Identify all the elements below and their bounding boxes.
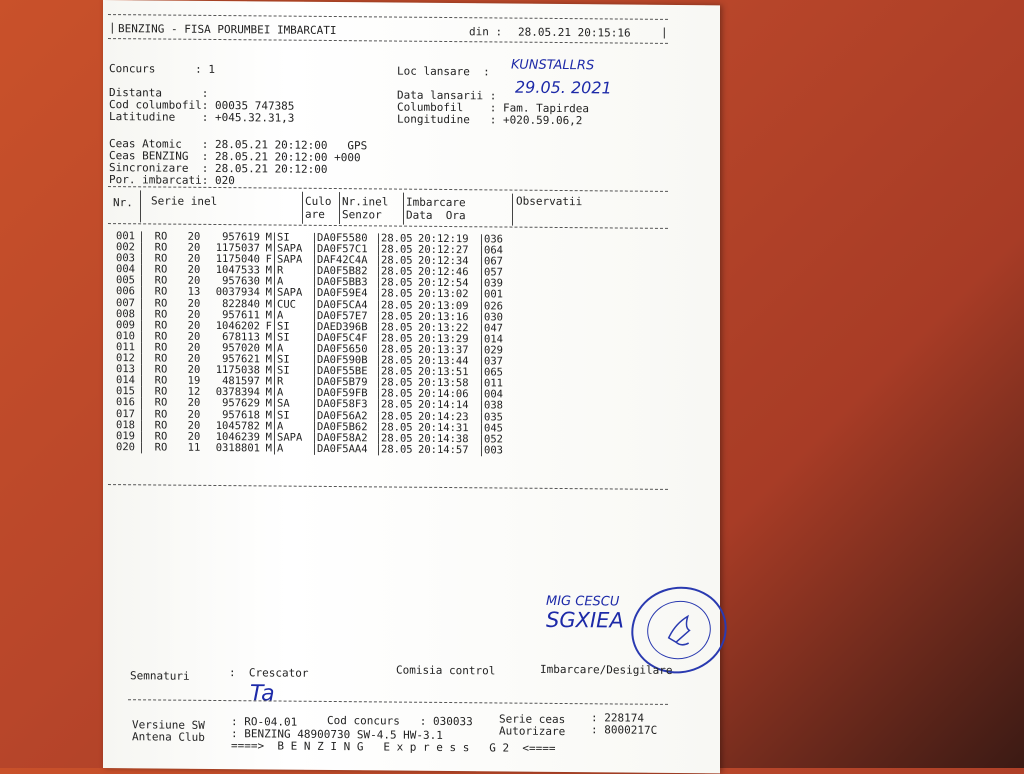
row-number: 008	[116, 307, 135, 320]
row-sex: F	[265, 253, 272, 266]
row-year: 20	[187, 275, 201, 288]
row-country: RO	[142, 287, 181, 298]
row-year: 20	[187, 430, 201, 443]
row-country: RO	[142, 320, 181, 331]
row-ring-number: 822840	[222, 297, 260, 310]
row-color: A	[275, 421, 315, 432]
row-sex: M	[265, 431, 272, 444]
row-date: 28.05	[379, 433, 419, 444]
row-observation: 065	[482, 367, 525, 378]
row-date: 28.05	[379, 322, 419, 333]
row-time: 20:12:46	[418, 266, 469, 279]
row-number: 004	[116, 263, 135, 276]
row-date: 28.05	[379, 333, 419, 344]
row-observation: 045	[482, 423, 525, 434]
row-country: RO	[142, 331, 181, 342]
row-number: 017	[116, 407, 135, 420]
column-header-culo: Culo	[305, 194, 332, 208]
row-country: RO	[142, 353, 181, 364]
row-sensor: DA0F58F3	[315, 399, 379, 411]
row-color: A	[275, 343, 315, 354]
row-date: 28.05	[379, 289, 419, 300]
column-separator	[403, 193, 404, 225]
row-ring-number: 678113	[222, 330, 260, 344]
row-country: RO	[142, 298, 181, 309]
ceas-atomic-field: Ceas Atomic : 28.05.21 20:12:00 GPS	[109, 137, 368, 153]
row-sex: F	[265, 320, 272, 333]
divider	[128, 699, 668, 705]
row-country: RO	[142, 431, 181, 442]
row-ring-number: 957611	[222, 308, 260, 322]
row-year: 13	[187, 286, 201, 299]
row-country: RO	[142, 442, 181, 453]
row-year: 20	[187, 330, 201, 343]
handwritten-name: MIG CESCU	[546, 593, 620, 610]
loc-lansare-handwritten: KUNSTALLRS	[511, 57, 595, 74]
row-time: 20:13:44	[418, 354, 469, 368]
divider	[108, 223, 668, 229]
concurs-field: Concurs : 1	[109, 62, 215, 76]
row-country: RO	[142, 276, 181, 287]
row-ring-number: 1175040	[215, 253, 260, 266]
row-time: 20:13:16	[418, 310, 469, 323]
row-sensor: DA0F57E7	[315, 311, 379, 323]
row-date: 28.05	[379, 256, 419, 267]
row-year: 20	[187, 241, 201, 254]
row-ring-number: 0318801	[215, 441, 260, 455]
row-year: 19	[187, 374, 201, 388]
row-sensor: DA0F59FB	[315, 388, 379, 400]
row-number: 020	[116, 440, 135, 454]
row-year: 20	[187, 397, 201, 410]
column-header-senzor: Senzor	[342, 208, 382, 222]
row-ring-number: 957629	[222, 397, 260, 410]
row-observation: 047	[482, 323, 525, 334]
versiune-sw-label: Versiune SW	[132, 718, 205, 732]
row-color: SAPA	[275, 244, 315, 255]
row-sensor: DA0F59E4	[315, 288, 379, 300]
row-color: R	[275, 266, 315, 277]
row-ring-number: 957630	[222, 275, 260, 288]
versiune-sw-value: : RO-04.01	[231, 715, 298, 729]
row-color: SAPA	[275, 288, 315, 299]
row-time: 20:13:29	[418, 332, 469, 346]
semnaturi-label: Semnaturi	[130, 669, 190, 683]
row-ring-number: 957618	[222, 408, 260, 421]
header-date-label: din :	[469, 25, 503, 39]
row-year: 20	[187, 319, 201, 332]
row-color: SI	[275, 321, 315, 332]
row-ring-number: 1175038	[215, 364, 260, 377]
header-border-right: |	[661, 25, 668, 39]
column-separator	[512, 194, 513, 226]
antena-club-value: : BENZING 48900730 SW-4.5 HW-3.1	[231, 727, 443, 742]
benzing-express-banner: ====> B E N Z I N G E x p r e s s G 2 <====	[231, 739, 556, 755]
por-imbarcati-field: Por. imbarcati: 020	[109, 173, 235, 188]
row-observation: 036	[482, 234, 525, 245]
row-ring-number: 957621	[222, 353, 260, 366]
row-ring-number: 1046239	[215, 430, 260, 444]
row-date: 28.05	[379, 367, 419, 378]
row-time: 20:12:34	[418, 254, 469, 268]
row-year: 20	[187, 252, 201, 266]
row-sensor: DA0F5C4F	[315, 333, 379, 345]
row-country: RO	[142, 376, 181, 387]
row-sex: M	[265, 364, 272, 377]
row-color: SA	[275, 399, 315, 410]
column-header-nr: Nr.	[113, 196, 133, 210]
row-sensor: DA0F5580	[315, 233, 379, 245]
row-color: SI	[275, 355, 315, 366]
row-sex: M	[265, 342, 272, 355]
latitudine-field: Latitudine : +045.32.31,3	[109, 110, 295, 125]
row-sex: M	[265, 242, 272, 255]
data-lansarii-label: Data lansarii :	[397, 88, 497, 103]
row-observation: 039	[482, 279, 525, 290]
pigeon-table	[116, 231, 524, 456]
row-year: 20	[187, 341, 201, 354]
row-color: SAPA	[275, 432, 315, 443]
column-header-data-ora: Data Ora	[406, 208, 466, 223]
crescator-label: : Crescator	[229, 666, 309, 680]
row-year: 20	[187, 308, 201, 321]
row-observation: 052	[482, 434, 525, 445]
row-color: CUC	[275, 299, 315, 310]
row-date: 28.05	[379, 278, 419, 289]
row-time: 20:12:19	[418, 232, 469, 246]
cod-concurs-field: Cod concurs : 030033	[327, 713, 473, 729]
row-sensor: DA0F590B	[315, 355, 379, 367]
row-color: SI	[275, 232, 315, 243]
row-observation: 035	[482, 412, 525, 423]
row-number: 002	[116, 241, 135, 254]
row-number: 010	[116, 329, 135, 343]
row-ring-number: 481597	[222, 375, 260, 388]
row-country: RO	[142, 265, 181, 276]
row-sensor: DAED396B	[315, 322, 379, 334]
row-number: 013	[116, 363, 135, 376]
row-sensor: DA0F56A2	[315, 410, 379, 422]
row-date: 28.05	[379, 444, 419, 455]
comisia-label: Comisia control	[396, 663, 496, 678]
row-color: SI	[275, 332, 315, 343]
divider	[108, 484, 668, 490]
row-sex: M	[265, 275, 272, 288]
autorizare-label: Autorizare	[499, 724, 566, 739]
row-time: 20:12:54	[418, 277, 469, 290]
row-date: 28.05	[379, 378, 419, 389]
serie-ceas-label: Serie ceas	[499, 712, 566, 727]
row-observation: 001	[482, 290, 525, 301]
row-color: A	[275, 388, 315, 399]
row-time: 20:13:37	[418, 343, 469, 357]
row-number: 014	[116, 374, 135, 387]
row-sex: M	[265, 286, 272, 299]
imbarcare-desigilare-label: Imbarcare/Desigilare	[540, 662, 673, 677]
row-time: 20:13:09	[418, 299, 469, 312]
row-time: 20:14:31	[418, 421, 469, 434]
column-separator	[339, 192, 340, 224]
data-lansarii-handwritten: 29.05. 2021	[515, 77, 612, 98]
row-number: 007	[116, 296, 135, 309]
row-observation: 029	[482, 345, 525, 356]
row-observation: 014	[482, 334, 525, 345]
row-date: 28.05	[379, 355, 419, 366]
row-year: 20	[187, 264, 201, 277]
row-country: RO	[142, 387, 181, 398]
autorizare-value: : 8000217C	[591, 723, 658, 737]
row-year: 20	[187, 363, 201, 376]
sincronizare-field: Sincronizare : 28.05.21 20:12:00	[109, 161, 328, 176]
row-ring-number: 1046202	[215, 319, 260, 333]
row-observation: 030	[482, 312, 525, 323]
column-header-observatii: Observatii	[516, 194, 583, 209]
row-observation: 057	[482, 268, 525, 279]
divider	[108, 14, 668, 20]
row-date: 28.05	[379, 422, 419, 433]
column-header-imbarcare: Imbarcare	[406, 195, 466, 210]
document-title: BENZING - FISA PORUMBEI IMBARCATI	[118, 22, 337, 38]
column-header-nrinel: Nr.inel	[342, 195, 389, 209]
row-sensor: DA0F5650	[315, 344, 379, 356]
columbofil-field: Columbofil : Fam. Tapirdea	[397, 100, 590, 116]
loc-lansare-label: Loc lansare :	[397, 64, 490, 79]
row-time: 20:13:51	[418, 365, 469, 379]
row-color: SAPA	[275, 255, 315, 266]
row-sensor: DA0F5CA4	[315, 299, 379, 311]
row-color: SI	[275, 366, 315, 377]
row-number: 006	[116, 285, 135, 298]
row-time: 20:14:14	[418, 399, 469, 412]
serie-ceas-value: : 228174	[591, 711, 644, 725]
row-number: 005	[116, 274, 135, 287]
row-ring-number: 1045782	[215, 419, 260, 432]
handwritten-signature: SGXIEA	[546, 607, 624, 633]
row-ring-number: 957020	[222, 341, 260, 355]
row-sex: M	[265, 420, 272, 433]
row-sensor: DA0F5B62	[315, 421, 379, 433]
row-date: 28.05	[379, 411, 419, 422]
row-country: RO	[142, 420, 181, 431]
row-number: 019	[116, 429, 135, 442]
row-number: 003	[116, 252, 135, 265]
row-sensor: DA0F5B79	[315, 377, 379, 389]
row-date: 28.05	[379, 233, 419, 244]
row-time: 20:14:23	[418, 410, 469, 423]
row-country: RO	[142, 364, 181, 375]
row-date: 28.05	[379, 267, 419, 278]
row-sex: M	[265, 309, 272, 322]
row-year: 20	[187, 408, 201, 421]
row-sex: M	[265, 264, 272, 277]
row-time: 20:13:22	[418, 321, 469, 334]
row-ring-number: 957619	[222, 231, 260, 244]
row-sensor: DA0F5B82	[315, 266, 379, 278]
row-date: 28.05	[379, 244, 419, 255]
row-color: A	[275, 277, 315, 288]
row-ring-number: 1047533	[215, 264, 260, 277]
ceas-benzing-field: Ceas BENZING : 28.05.21 20:12:00 +000	[109, 149, 361, 165]
column-separator	[140, 190, 141, 222]
row-observation: 037	[482, 356, 525, 367]
row-date: 28.05	[379, 311, 419, 322]
row-sex: M	[265, 375, 272, 388]
row-number: 012	[116, 352, 135, 365]
row-observation: 064	[482, 245, 525, 256]
row-observation: 026	[482, 301, 525, 312]
row-country: RO	[142, 242, 181, 253]
row-sensor: DA0F5BB3	[315, 277, 379, 289]
row-number: 018	[116, 418, 135, 431]
row-country: RO	[142, 231, 181, 242]
header-border-left: |	[109, 21, 116, 35]
row-sex: M	[265, 231, 272, 244]
row-sex: M	[265, 442, 272, 455]
column-separator	[302, 192, 303, 224]
row-ring-number: 0378394	[215, 386, 260, 399]
row-number: 001	[116, 230, 135, 243]
cod-columbofil-field: Cod columbofil: 00035 747385	[109, 98, 295, 113]
crescator-signature: Ta	[250, 681, 275, 707]
header-date-value: 28.05.21 20:15:16	[518, 25, 631, 40]
row-date: 28.05	[379, 400, 419, 411]
row-number: 015	[116, 385, 135, 398]
table-row	[116, 442, 524, 457]
row-country: RO	[142, 309, 181, 320]
row-observation: 067	[482, 256, 525, 267]
row-observation: 003	[482, 445, 525, 456]
column-header-are: are	[305, 207, 325, 221]
row-color: A	[275, 443, 315, 454]
row-sensor: DA0F5AA4	[315, 444, 379, 456]
row-sensor: DA0F57C1	[315, 244, 379, 256]
row-year: 20	[187, 230, 201, 243]
row-sex: M	[265, 297, 272, 311]
row-sensor: DA0F58A2	[315, 433, 379, 445]
row-observation: 004	[482, 390, 525, 401]
row-color: R	[275, 377, 315, 388]
row-sex: M	[265, 408, 272, 421]
row-country: RO	[142, 254, 181, 265]
row-year: 11	[187, 441, 201, 454]
row-number: 011	[116, 341, 135, 354]
row-time: 20:14:57	[418, 443, 469, 456]
row-time: 20:13:02	[418, 288, 469, 301]
row-country: RO	[142, 342, 181, 353]
row-sex: M	[265, 397, 272, 410]
divider	[108, 186, 668, 192]
row-year: 12	[187, 386, 201, 399]
row-sex: M	[265, 353, 272, 366]
row-number: 016	[116, 396, 135, 409]
row-number: 009	[116, 318, 135, 332]
row-sensor: DAF42C4A	[315, 255, 379, 267]
row-time: 20:14:38	[418, 432, 469, 445]
column-header-serie: Serie inel	[151, 194, 218, 208]
row-country: RO	[142, 409, 181, 420]
row-ring-number: 0037934	[215, 286, 260, 299]
row-date: 28.05	[379, 389, 419, 400]
pigeon-table-body	[116, 231, 524, 456]
row-year: 20	[187, 297, 201, 310]
antena-club-label: Antena Club	[132, 730, 205, 744]
row-observation: 011	[482, 379, 525, 390]
row-color: SI	[275, 410, 315, 421]
row-year: 20	[187, 419, 201, 432]
row-date: 28.05	[379, 344, 419, 355]
row-date: 28.05	[379, 300, 419, 311]
row-time: 20:12:27	[418, 243, 469, 257]
row-ring-number: 1175037	[215, 242, 260, 255]
longitudine-field: Longitudine : +020.59.06,2	[397, 112, 583, 128]
row-sex: M	[265, 386, 272, 399]
distanta-field: Distanta :	[109, 86, 209, 100]
receipt-paper	[103, 0, 720, 773]
row-sensor: DA0F55BE	[315, 366, 379, 378]
row-country: RO	[142, 398, 181, 409]
row-time: 20:13:58	[418, 376, 469, 390]
row-year: 20	[187, 352, 201, 365]
row-sex: M	[265, 331, 272, 344]
row-color: A	[275, 310, 315, 321]
row-time: 20:14:06	[418, 388, 469, 401]
row-observation: 038	[482, 401, 525, 412]
